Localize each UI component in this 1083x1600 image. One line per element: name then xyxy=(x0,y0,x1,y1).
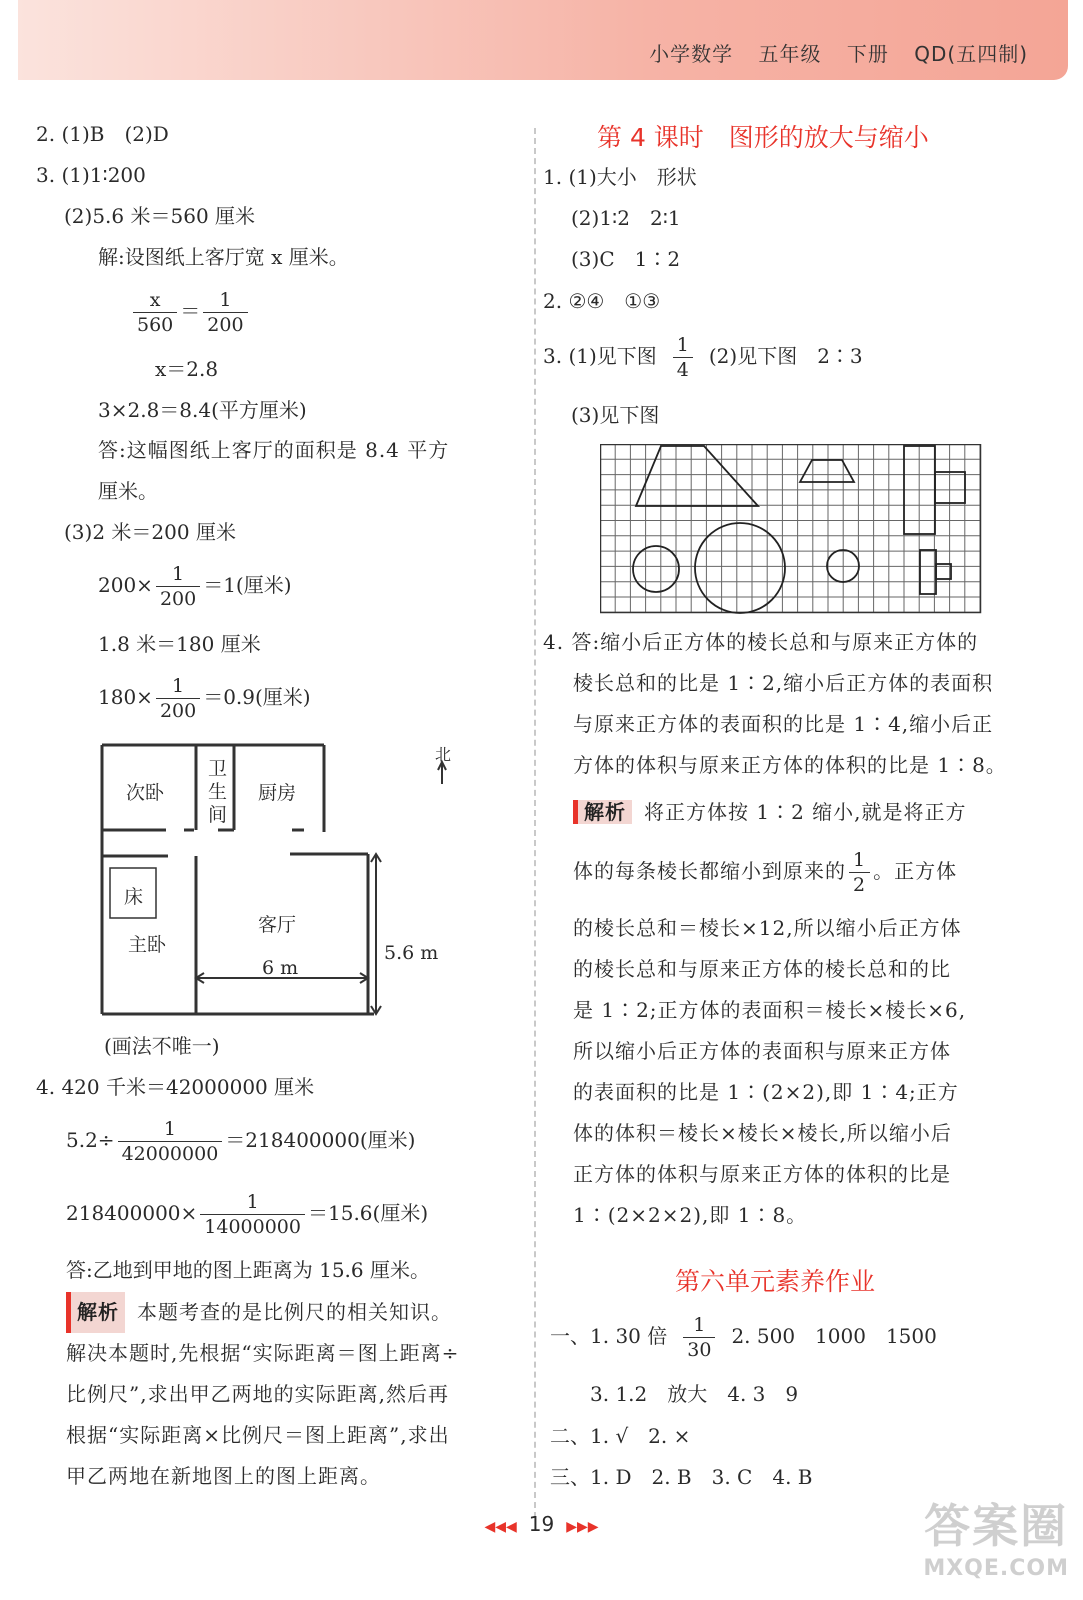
room-bath-3: 间 xyxy=(208,804,228,826)
grid-figure xyxy=(600,444,984,616)
left-analysis-3: 比例尺”,求出甲乙两地的实际距离,然后再 xyxy=(66,1382,449,1406)
room-living: 客厅 xyxy=(258,914,297,936)
trapezoid-small xyxy=(800,460,854,482)
calc3-a: 5.2÷ xyxy=(66,1128,115,1152)
eq1-den1: 560 xyxy=(137,314,174,336)
answer-q4: 4. 420 千米＝42000000 厘米 xyxy=(36,1075,315,1099)
right-analysis-5: 是 1∶2;正方体的表面积＝棱长×棱长×6, xyxy=(573,998,967,1022)
room-second-bedroom: 次卧 xyxy=(126,782,165,804)
eq1-equals: ＝ xyxy=(180,299,201,323)
right-analysis-2 xyxy=(573,848,957,897)
plan-note: (画法不唯一) xyxy=(104,1034,220,1058)
answer-q2: 2. (1)B (2)D xyxy=(36,122,169,146)
unit-line-2: 3. 1.2 放大 4. 3 9 xyxy=(590,1382,799,1406)
right-analysis-1-text: 将正方体按 1∶2 缩小,就是将正方 xyxy=(644,800,967,824)
answer-q3-1: 3. (1)1∶200 xyxy=(36,163,146,187)
calc-1 xyxy=(98,562,292,611)
answer-1-a: 答:这幅图纸上客厅的面积是 8.4 平方 xyxy=(98,438,450,462)
column-divider xyxy=(534,128,536,1518)
unit-line-1-b: 2. 500 1000 1500 xyxy=(731,1324,937,1348)
room-kitchen: 厨房 xyxy=(258,782,297,804)
right-q3-3: (3)见下图 xyxy=(571,403,660,427)
unit-line-1-a: 一、1. 30 倍 xyxy=(550,1324,668,1348)
right-q4-line1: 4. 答:缩小后正方体的棱长总和与原来正方体的 xyxy=(543,630,979,654)
right-q2: 2. ②④ ①③ xyxy=(543,289,661,313)
watermark xyxy=(923,1490,1069,1581)
unit-line-4: 三、1. D 2. B 3. C 4. B xyxy=(550,1465,813,1489)
room-master: 主卧 xyxy=(128,934,167,956)
calc1-num: 1 xyxy=(156,562,200,587)
right-analysis-2-b: 。正方体 xyxy=(873,859,958,883)
conversion-2: 1.8 米＝180 厘米 xyxy=(98,632,261,656)
calc3-b: ＝218400000(厘米) xyxy=(225,1128,416,1152)
right-analysis-3: 的棱长总和＝棱长×12,所以缩小后正方体 xyxy=(573,916,962,940)
left-analysis-5: 甲乙两地在新地图上的图上距离。 xyxy=(66,1464,381,1488)
header-volume: 下册 xyxy=(846,42,889,66)
left-analysis xyxy=(66,1292,459,1497)
calc1-b: ＝1(厘米) xyxy=(203,573,292,597)
calc1-a: 200× xyxy=(98,573,153,597)
calc-3 xyxy=(66,1117,415,1166)
left-analysis-2: 解决本题时,先根据“实际距离＝图上距离÷ xyxy=(66,1341,460,1365)
right-analysis-4: 的棱长总和与原来正方体的棱长总和的比 xyxy=(573,957,951,981)
calc3-den: 42000000 xyxy=(121,1143,219,1165)
room-bath-2: 生 xyxy=(208,781,228,803)
page-number: 19 xyxy=(528,1512,555,1536)
calc2-num: 1 xyxy=(156,674,200,699)
circle-large xyxy=(695,523,785,613)
header-banner xyxy=(18,0,1068,80)
header-subject: 小学数学 xyxy=(649,42,734,66)
header-grade: 五年级 xyxy=(758,42,822,66)
calc4-den: 14000000 xyxy=(204,1216,301,1238)
calc3-num: 1 xyxy=(118,1117,223,1142)
right-analysis-den: 2 xyxy=(853,874,867,896)
page-footer xyxy=(0,1512,1083,1536)
watermark-line1: 答案圈 xyxy=(924,1499,1069,1553)
answer-q3-2: (2)5.6 米＝560 厘米 xyxy=(64,204,256,228)
right-analysis-8: 体的体积＝棱长×棱长×棱长,所以缩小后 xyxy=(573,1121,952,1145)
right-q1-3: (3)C 1∶2 xyxy=(571,247,681,271)
left-analysis-1: 本题考查的是比例尺的相关知识。 xyxy=(137,1300,452,1324)
prev-arrows: ◀◀◀ xyxy=(484,1519,517,1535)
answer-q3-2-solve: 解:设图纸上客厅宽 x 厘米。 xyxy=(98,245,349,269)
right-q3-b: (2)见下图 2∶3 xyxy=(708,344,863,368)
calc2-b: ＝0.9(厘米) xyxy=(203,685,311,709)
room-bed: 床 xyxy=(124,886,144,908)
rectangle-small xyxy=(920,550,936,594)
right-q3-num: 1 xyxy=(673,333,693,358)
calc-4 xyxy=(66,1190,428,1239)
circle-medium xyxy=(633,546,679,592)
right-analysis-10: 1∶(2×2×2),即 1∶8。 xyxy=(573,1203,808,1227)
eq1-den2: 200 xyxy=(207,314,244,336)
analysis-tag-left: 解析 xyxy=(66,1292,125,1333)
living-width-label: 6 m xyxy=(262,957,299,979)
right-q4-line3: 与原来正方体的表面积的比是 1∶4,缩小后正 xyxy=(573,712,994,736)
header-text xyxy=(631,38,1028,67)
next-arrows: ▶▶▶ xyxy=(566,1519,599,1535)
area-calc: 3×2.8＝8.4(平方厘米) xyxy=(98,398,307,422)
unit-line-3: 二、1. √ 2. × xyxy=(550,1424,691,1448)
analysis-tag-right: 解析 xyxy=(573,800,632,824)
calc1-den: 200 xyxy=(159,588,197,610)
living-height-label: 5.6 m xyxy=(384,942,439,964)
calc4-a: 218400000× xyxy=(66,1201,198,1225)
trapezoid-large xyxy=(636,446,758,506)
right-analysis-6: 所以缩小后正方体的表面积与原来正方体 xyxy=(573,1039,951,1063)
right-analysis-2-a: 体的每条棱长都缩小到原来的 xyxy=(573,859,846,883)
right-q4-line4: 方体的体积与原来正方体的体积的比是 1∶8。 xyxy=(573,753,1007,777)
left-analysis-4: 根据“实际距离×比例尺＝图上距离”,求出 xyxy=(66,1423,450,1447)
right-q3 xyxy=(543,333,863,382)
unit-line-1-num: 1 xyxy=(683,1313,715,1338)
eq1-num1: x xyxy=(133,288,177,313)
eq1-num2: 1 xyxy=(203,288,247,313)
right-analysis-num: 1 xyxy=(849,848,870,873)
calc-2 xyxy=(98,674,311,723)
right-analysis-7: 的表面积的比是 1∶(2×2),即 1∶4;正方 xyxy=(573,1080,959,1104)
right-q3-den: 4 xyxy=(676,359,689,381)
unit-line-1 xyxy=(550,1313,937,1362)
calc4-b: ＝15.6(厘米) xyxy=(308,1201,429,1225)
answer-q3-3: (3)2 米＝200 厘米 xyxy=(64,520,236,544)
right-q3-a: 3. (1)见下图 xyxy=(543,344,657,368)
calc2-den: 200 xyxy=(159,700,197,722)
north-label: 北 xyxy=(435,745,452,764)
watermark-line2: MXQE.COM xyxy=(923,1556,1069,1581)
right-analysis-1 xyxy=(573,800,967,824)
right-analysis-body xyxy=(573,908,966,1236)
calc4-num: 1 xyxy=(200,1190,305,1215)
answer-2: 答:乙地到甲地的图上距离为 15.6 厘米。 xyxy=(66,1258,430,1282)
right-q1-2: (2)1∶2 2∶1 xyxy=(571,206,681,230)
header-edition: QD(五四制) xyxy=(914,42,1028,66)
unit-title: 第六单元素养作业 xyxy=(675,1267,876,1296)
answer-1-b: 厘米。 xyxy=(98,479,158,503)
right-q4-line2: 棱长总和的比是 1∶2,缩小后正方体的表面积 xyxy=(573,671,994,695)
equation-1 xyxy=(130,288,251,337)
unit-line-1-den: 30 xyxy=(687,1339,712,1361)
calc2-a: 180× xyxy=(98,685,153,709)
right-q1-1: 1. (1)大小 形状 xyxy=(543,165,697,189)
room-bath-1: 卫 xyxy=(208,758,228,780)
lesson-title: 第 4 课时 图形的放大与缩小 xyxy=(597,123,929,152)
right-q4 xyxy=(543,622,1007,786)
right-analysis-9: 正方体的体积与原来正方体的体积的比是 xyxy=(573,1162,951,1186)
equation-1-result: x＝2.8 xyxy=(155,357,219,381)
